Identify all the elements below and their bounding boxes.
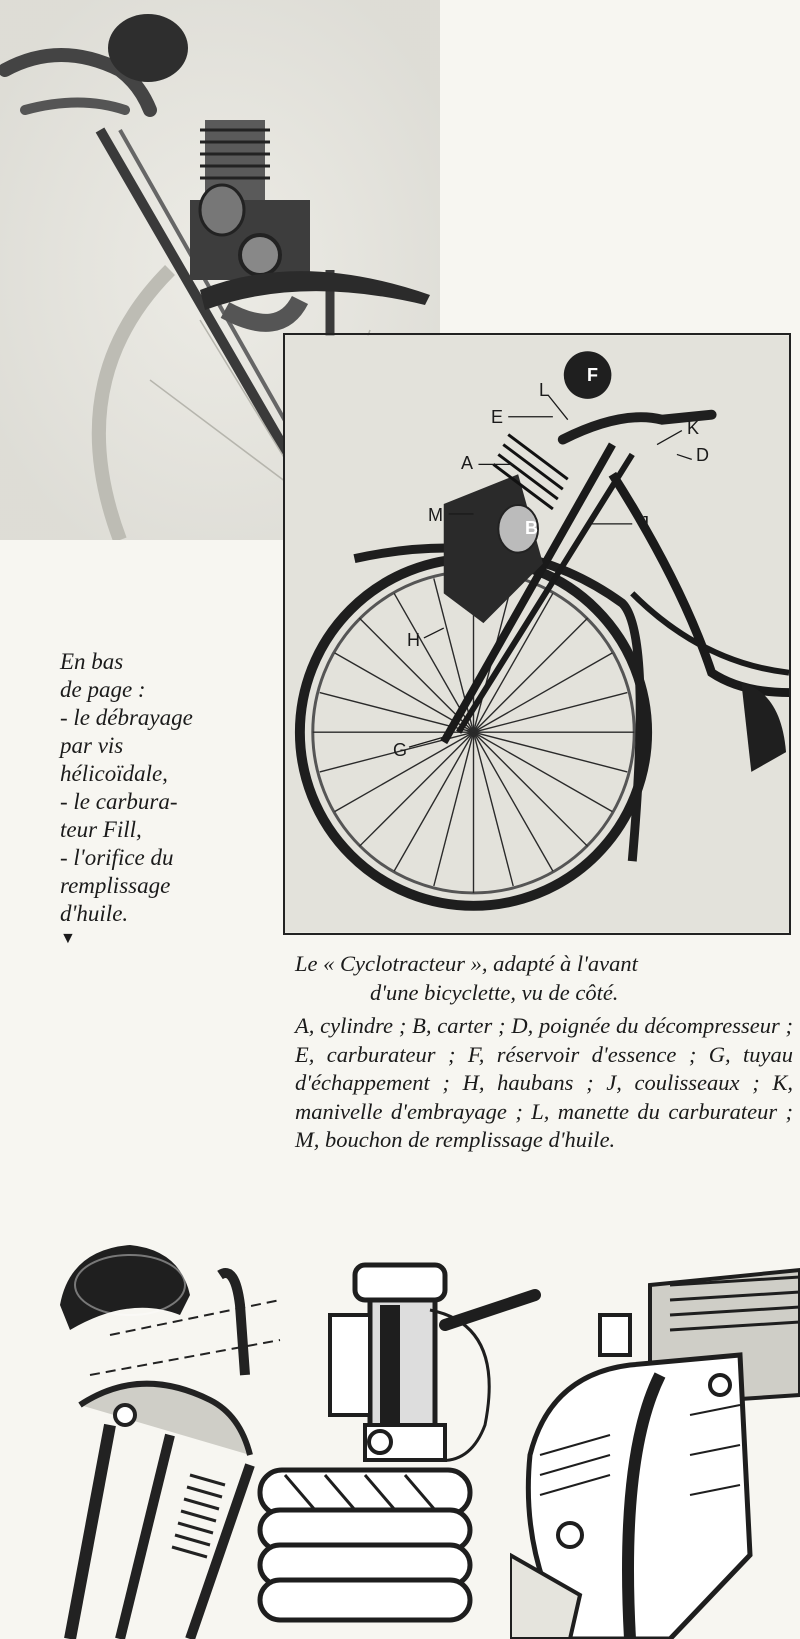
- side-caption-line: - le débrayage: [60, 705, 193, 730]
- carburettor-drawing: [255, 1255, 545, 1639]
- photo-label-h: H: [407, 630, 420, 650]
- clutch-drawing: [50, 1225, 290, 1639]
- side-caption-line: par vis: [60, 733, 124, 758]
- labelled-photo-drawing: [285, 335, 789, 933]
- photo-label-b: B: [525, 518, 538, 538]
- side-caption-line: d'huile.: [60, 901, 129, 926]
- photo-label-k: K: [687, 418, 700, 438]
- wheel-spokes: [313, 571, 634, 892]
- photo-label-f: F: [587, 365, 598, 385]
- oil-filler-drawing: [510, 1255, 800, 1639]
- side-caption-line: remplissage: [60, 873, 171, 898]
- photo-label-d: D: [696, 445, 709, 465]
- photo-label-j: J: [640, 513, 649, 533]
- photo-label-l: L: [539, 380, 550, 400]
- side-caption-line: de page :: [60, 677, 146, 702]
- caption-title-line1: Le « Cyclotracteur », adapté à l'avant: [295, 951, 638, 976]
- side-caption-line: hélicoïdale,: [60, 761, 168, 786]
- photo-label-m: M: [428, 505, 443, 525]
- photo-label-e: E: [491, 407, 504, 427]
- side-caption-line: teur Fill,: [60, 817, 142, 842]
- caption-title-line2: d'une bicyclette, vu de côté.: [370, 979, 619, 1005]
- bottom-drawing-helical-clutch: [50, 1225, 290, 1639]
- side-caption-line: - l'orifice du: [60, 845, 174, 870]
- bottom-drawing-oil-filler: [510, 1255, 800, 1639]
- down-triangle-icon: ▼: [60, 930, 76, 947]
- labelled-side-view-photo: [283, 333, 791, 935]
- main-caption: [295, 950, 793, 1155]
- side-caption-line: - le carbura-: [60, 789, 178, 814]
- side-caption: [60, 648, 270, 948]
- side-caption-line: En bas: [60, 649, 124, 674]
- bottom-drawing-fill-carburettor: [255, 1255, 545, 1639]
- photo-label-g: G: [393, 740, 408, 760]
- photo-label-a: A: [461, 453, 474, 473]
- caption-legend: A, cylindre ; B, carter ; D, poignée du décompresseur ; E, carburateur ; F, réservoir d'essence ; G, tuyau d'échappement ; H, haubans ; J, coulisseaux ; K, manivelle d'embrayage ; L, manette du carburateur ; M, bouchon de remplissage d'huile.: [295, 1013, 793, 1152]
